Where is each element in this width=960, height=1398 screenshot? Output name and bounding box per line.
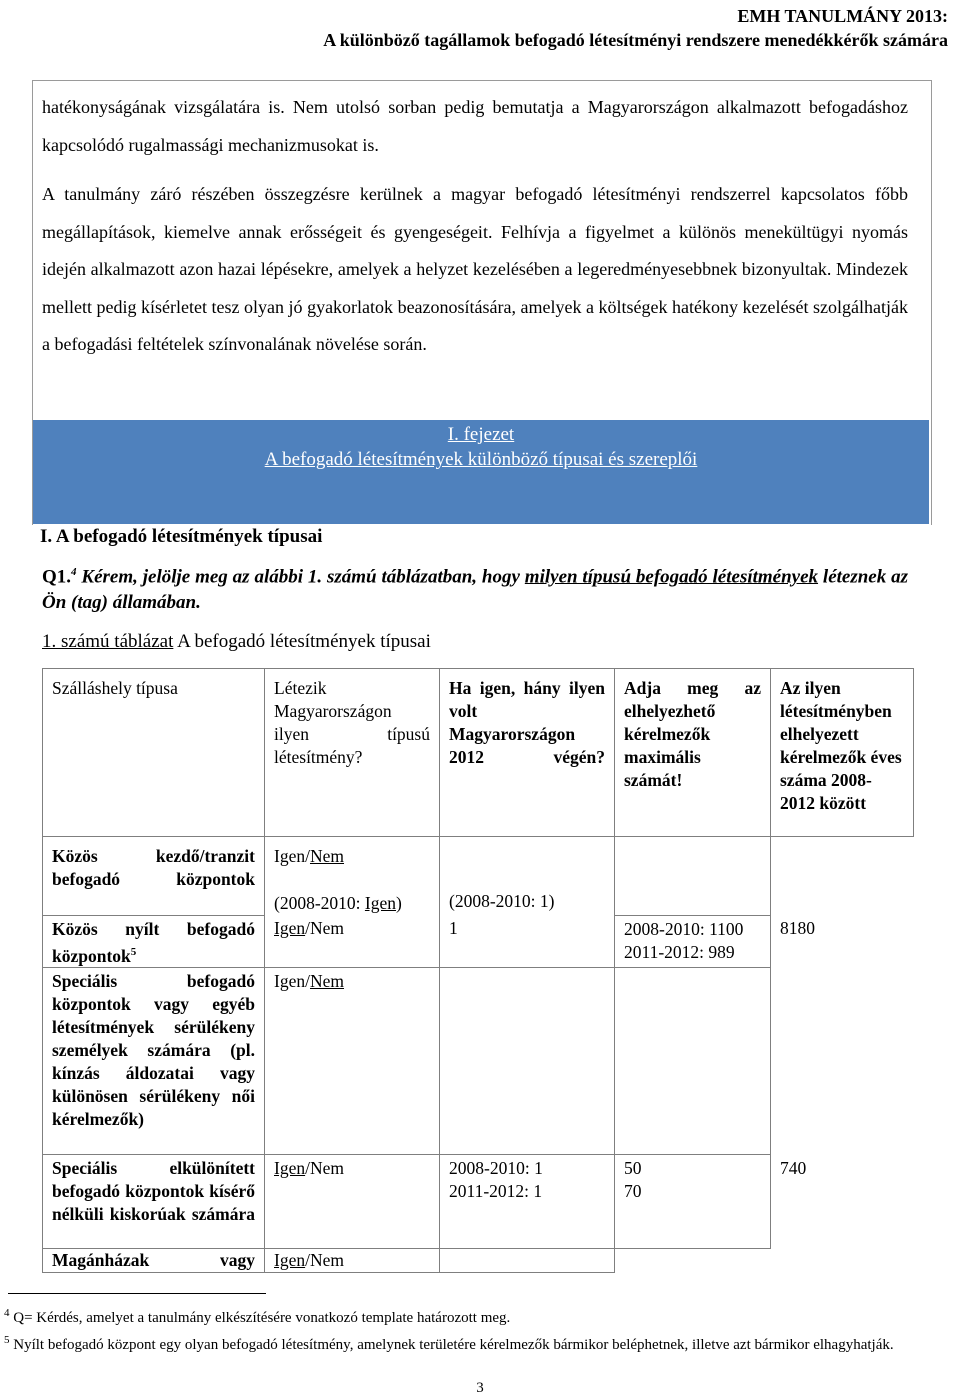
header-max-capacity: Adja meg az elhelyezhető kérelmezők maximális számát! [624, 678, 761, 790]
row-annual-open: 8180 [780, 918, 815, 938]
table-cell [43, 968, 265, 1155]
table-caption-ref: 1. számú táblázat [42, 631, 174, 652]
question-text-b: léteznek az Ön (tag) államában. [42, 566, 909, 614]
exists-note-val: Igen [364, 893, 397, 913]
footnote-5-number: 5 [4, 1334, 10, 1346]
table-cell [440, 1155, 615, 1249]
choice-yes: Igen [274, 1250, 306, 1271]
table-cell [440, 837, 615, 916]
row-max-open-2: 2011-2012: 989 [624, 941, 735, 962]
choice-yes: Igen [274, 1158, 306, 1179]
question-text-underlined: milyen típusú befogadó létesítmények [524, 566, 819, 588]
row-max-open-1: 2008-2010: 1100 [624, 918, 744, 939]
choice-slash: / [305, 918, 310, 938]
header-annual-applicants: Az ilyen létesítményben elhelyezett kérelmezők éves száma 2008-2012 között [780, 678, 902, 813]
footnote-5 [4, 1330, 956, 1355]
header-line-2: A különböző tagállamok befogadó létesítményi rendszere menedékkérők számára [323, 30, 948, 50]
table-cell [615, 1249, 771, 1273]
row-count-open: 1 [449, 918, 458, 938]
choice-slash: / [305, 846, 310, 866]
row-count-minors-1: 2008-2010: 1 [449, 1158, 543, 1179]
row-type-private: Magánházak vagy [52, 1250, 255, 1271]
exists-note-post: ) [396, 893, 402, 913]
page-number: 3 [476, 1380, 484, 1396]
exists-note [274, 892, 430, 915]
question-q1 [42, 559, 908, 616]
table-header-row [43, 669, 914, 837]
footnote-4-number: 4 [4, 1307, 10, 1319]
footnote-ref-5: 5 [130, 945, 137, 958]
table-cell [43, 915, 265, 968]
header-line-1: EMH TANULMÁNY 2013: [737, 6, 948, 26]
header-cell [265, 669, 440, 837]
table-row [43, 1249, 914, 1273]
choice-no: Nem [309, 1250, 345, 1271]
choice-yes: Igen [274, 918, 306, 938]
row-annual-minors: 740 [780, 1157, 807, 1178]
header-count-2012: Ha igen, hány ilyen volt Magyarországon 2012 végén? [449, 678, 605, 767]
footnote-separator [8, 1293, 266, 1294]
table-cell [615, 968, 771, 1155]
table-cell [43, 837, 265, 916]
choice-yes: Igen [274, 846, 306, 866]
section-title: I. A befogadó létesítmények típusai [40, 526, 323, 547]
table-cell [615, 837, 771, 916]
table-cell [440, 968, 615, 1155]
table-cell [265, 1249, 440, 1273]
row-count-minors-2: 2011-2012: 1 [449, 1181, 543, 1202]
table-row [43, 915, 914, 968]
header-cell [440, 669, 615, 837]
row-type-open [52, 918, 255, 968]
question-text-a: Kérem, jelölje meg az alábbi 1. számú táblázatban, hogy [81, 566, 520, 588]
page-header [323, 4, 948, 52]
footnote-5-text: Nyílt befogadó központ egy olyan befogadó létesítmény, amelynek területére kérelmezők bármikor beléphetnek, illetve azt bármikor elhagyhatják. [13, 1337, 894, 1353]
table-cell [771, 1155, 914, 1249]
row-max-minors-1: 50 [624, 1158, 642, 1179]
table-cell [771, 968, 914, 1155]
table-cell [265, 915, 440, 968]
row-count-transit: (2008-2010: 1) [449, 891, 555, 911]
table-row [43, 968, 914, 1155]
choice-no: Nem [309, 846, 345, 866]
chapter-number: I. fejezet [447, 424, 515, 445]
header-cell [43, 669, 265, 837]
table-cell [771, 915, 914, 968]
header-cell [615, 669, 771, 837]
table-cell [615, 915, 771, 968]
choice-slash: / [305, 1158, 310, 1179]
intro-paragraph-2: A tanulmány záró részében összegzésre kerülnek a magyar befogadó létesítményi rendszerrel kapcsolatos főbb megállapítások, kiemelve annak erősségeit és gyengeségeit. Felhívja a figyelmet a különös menekültügyi nyomás idején alkalmazott azon hazai lépésekre, amelyek a helyzet kezelésében a legeredményesebbnek bizonyultak. Mindezek mellett pedig kísérletet tesz olyan jó gyakorlatok beazonosítására, amelyek a költségek hatékony kezelését szolgálhatják a befogadási feltételek színvonalának növelése során. [42, 184, 908, 354]
choice-no: Nem [309, 971, 345, 992]
footnote-4 [4, 1303, 956, 1328]
row-type-transit: Közös kezdő/tranzit befogadó központok [52, 846, 255, 889]
exists-note-pre: (2008-2010: [274, 893, 365, 913]
table-row [43, 837, 914, 916]
header-exists: Létezik Magyarországon ilyen típusú létesítmény? [274, 678, 430, 767]
footnote-ref-4: 4 [71, 566, 77, 578]
footnote-4-text: Q= Kérdés, amelyet a tanulmány elkészítésére vonatkozó template határozott meg. [13, 1310, 511, 1326]
choice-yes: Igen [274, 971, 306, 992]
row-type-vulnerable: Speciális befogadó központok vagy egyéb létesítmények sérülékeny személyek számára (pl. kínzás áldozatai vagy különösen sérülékeny női kérelmezők) [52, 971, 255, 1130]
table-cell [265, 837, 440, 916]
exists-choice [274, 845, 430, 868]
row-type-open-text: Közös nyílt befogadó központok [52, 918, 255, 966]
header-cell [771, 669, 914, 837]
choice-slash: / [305, 971, 310, 992]
table-cell [771, 837, 914, 916]
intro-paragraph-1: hatékonyságának vizsgálatára is. Nem utolsó sorban pedig bemutatja a Magyarországon alkalmazott befogadáshoz kapcsolódó rugalmassági mechanizmusokat is. [42, 97, 908, 155]
table-cell [43, 1249, 265, 1273]
table-caption-title: A befogadó létesítmények típusai [177, 631, 431, 652]
question-label: Q1. [42, 566, 72, 588]
choice-no: Nem [309, 918, 345, 938]
table-cell [265, 1155, 440, 1249]
choice-no: Nem [309, 1158, 345, 1179]
table-row [43, 1155, 914, 1249]
facility-types-table [42, 668, 914, 1273]
table-cell [43, 1155, 265, 1249]
table-cell [440, 1249, 615, 1273]
table-cell [615, 1155, 771, 1249]
chapter-banner [33, 420, 929, 524]
chapter-title: A befogadó létesítmények különböző típusai és szereplői [264, 449, 698, 470]
header-facility-type: Szálláshely típusa [52, 678, 178, 698]
choice-slash: / [305, 1250, 310, 1271]
table-caption [42, 629, 431, 655]
row-max-minors-2: 70 [624, 1181, 642, 1202]
row-type-minors: Speciális elkülönített befogadó központok kísérő nélküli kiskorúak számára [52, 1158, 255, 1225]
table-cell [440, 915, 615, 968]
table-cell [265, 968, 440, 1155]
table-cell [771, 1249, 914, 1273]
